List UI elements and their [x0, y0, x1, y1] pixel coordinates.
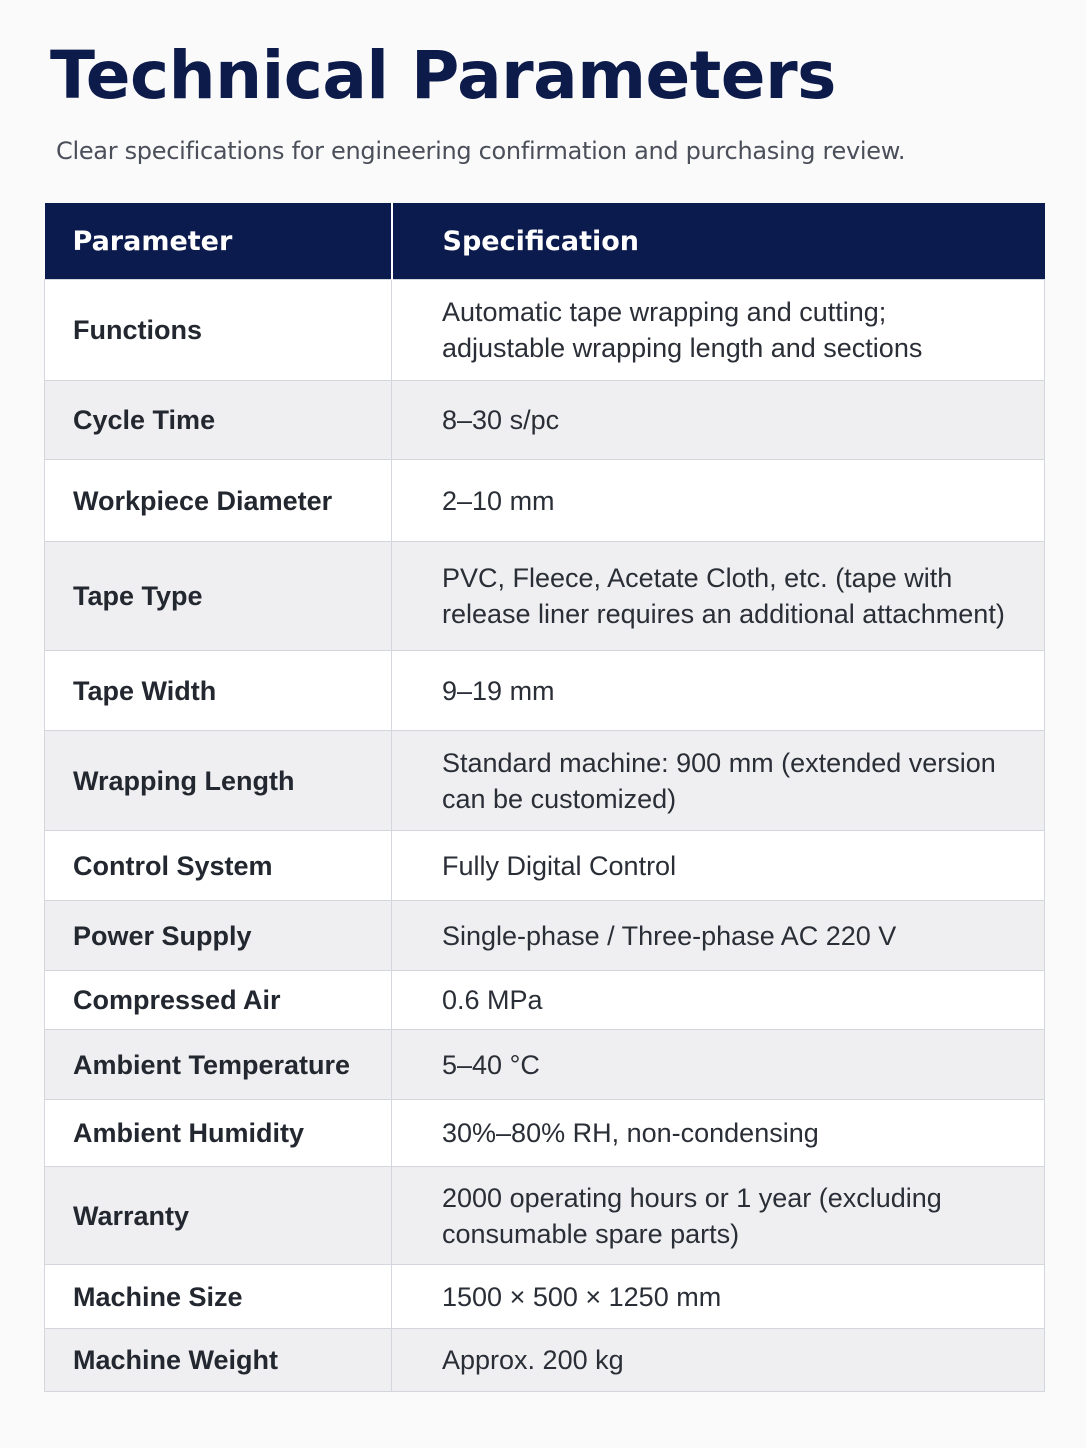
table-row: [45, 731, 1045, 831]
row-parameter: Control System: [45, 831, 392, 901]
table-header-row: [45, 203, 1045, 280]
row-specification: PVC, Fleece, Acetate Cloth, etc. (tape with release liner requires an additional attachment): [392, 542, 1045, 651]
row-parameter: Machine Size: [45, 1265, 392, 1329]
row-parameter: Compressed Air: [45, 971, 392, 1030]
row-parameter: Warranty: [45, 1167, 392, 1265]
row-parameter: Functions: [45, 280, 392, 381]
page-title: Technical Parameters: [50, 37, 836, 114]
row-specification: Approx. 200 kg: [392, 1329, 1045, 1392]
row-parameter: Power Supply: [45, 901, 392, 971]
header-specification: Specification: [392, 203, 1045, 280]
table-row: [45, 1329, 1045, 1392]
row-specification: 2–10 mm: [392, 460, 1045, 542]
row-specification: 2000 operating hours or 1 year (excluding consumable spare parts): [392, 1167, 1045, 1265]
row-parameter: Tape Type: [45, 542, 392, 651]
table-row: [45, 1030, 1045, 1100]
row-parameter: Wrapping Length: [45, 731, 392, 831]
row-specification: 9–19 mm: [392, 651, 1045, 731]
row-specification: Single-phase / Three-phase AC 220 V: [392, 901, 1045, 971]
row-parameter: Tape Width: [45, 651, 392, 731]
table-row: [45, 280, 1045, 381]
table-row: [45, 381, 1045, 460]
row-specification: 0.6 MPa: [392, 971, 1045, 1030]
table-row: [45, 901, 1045, 971]
row-specification: Standard machine: 900 mm (extended version can be customized): [392, 731, 1045, 831]
row-specification: 5–40 °C: [392, 1030, 1045, 1100]
row-parameter: Machine Weight: [45, 1329, 392, 1392]
row-parameter: Cycle Time: [45, 381, 392, 460]
table-row: [45, 651, 1045, 731]
row-specification: Automatic tape wrapping and cutting; adjustable wrapping length and sections: [392, 280, 1045, 381]
table-row: [45, 971, 1045, 1030]
page-subtitle: Clear specifications for engineering confirmation and purchasing review.: [56, 137, 906, 165]
row-specification: 8–30 s/pc: [392, 381, 1045, 460]
table-row: [45, 542, 1045, 651]
row-specification: 1500 × 500 × 1250 mm: [392, 1265, 1045, 1329]
row-specification: 30%–80% RH, non-condensing: [392, 1100, 1045, 1167]
row-specification: Fully Digital Control: [392, 831, 1045, 901]
spec-table: [44, 203, 1045, 1392]
table-row: [45, 1167, 1045, 1265]
row-parameter: Ambient Humidity: [45, 1100, 392, 1167]
table-row: [45, 831, 1045, 901]
row-parameter: Ambient Temperature: [45, 1030, 392, 1100]
row-parameter: Workpiece Diameter: [45, 460, 392, 542]
table-row: [45, 460, 1045, 542]
table-row: [45, 1265, 1045, 1329]
header-parameter: Parameter: [45, 203, 392, 280]
table-row: [45, 1100, 1045, 1167]
